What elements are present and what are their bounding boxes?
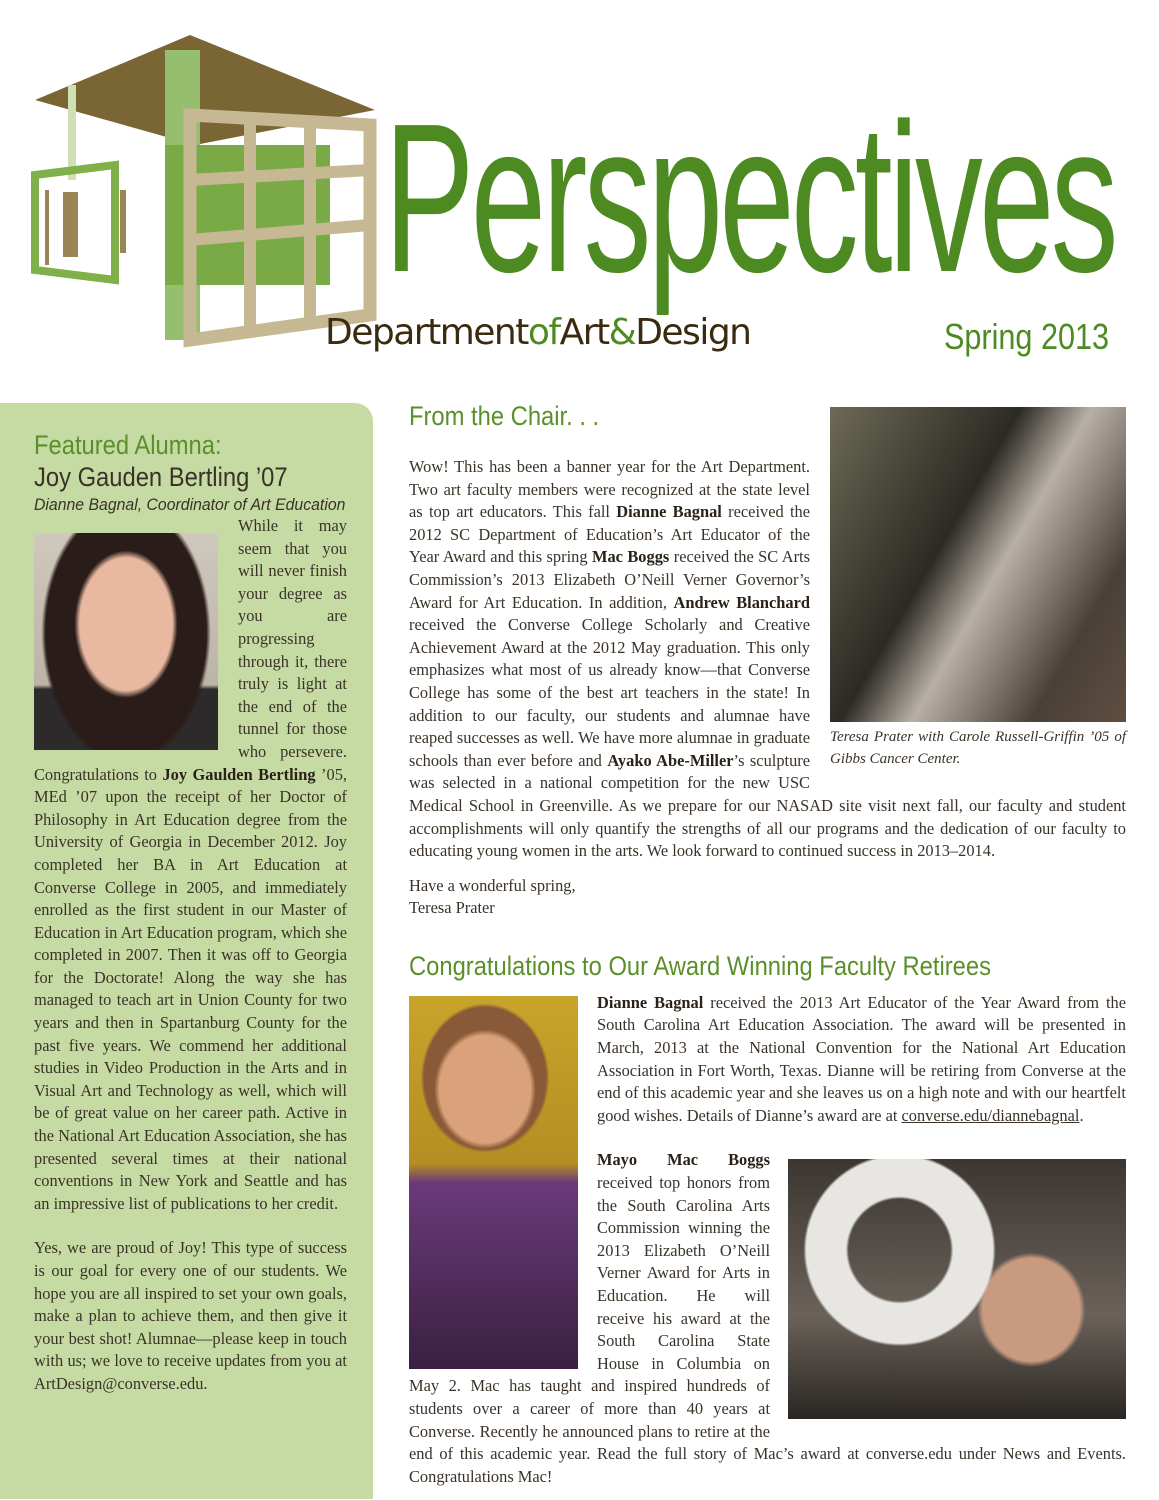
byline: Dianne Bagnal, Coordinator of Art Education [34, 495, 346, 514]
dept-word: Department [325, 312, 528, 353]
text-run: received the 2012 SC Department of Education’s Art Educator of the Year Award and this spring [409, 502, 810, 567]
text-run: received the Converse College Scholarly and Creative Achievement Award at the 2012 May graduation. This only emphasizes what most of us already know—that Converse College has some of the best art teachers in the state! In addition to our faculty, our students and alumnae have reaped successes as well. We have more alumnae in graduate schools than ever before and [409, 615, 810, 770]
sidebar-heading: Featured Alumna: [34, 430, 222, 460]
text-run: received the 2013 Art Educator of the Year Award from the South Carolina Art Education Association. The award will be presented in March, 2013 at the National Convention for the National Art Education Association in Fort Worth, Texas. Dianne will be retiring from Converse at the end of this academic year and she leaves us on a high note and with our heartfelt good wishes. Details of Dianne’s award are at [597, 992, 1126, 1125]
bold-name: Ayako Abe-Miller [607, 750, 734, 770]
bold-name: Dianne Bagnal [597, 992, 704, 1012]
dept-word: Art [559, 312, 609, 353]
bold-name: Dianne Bagnal [616, 502, 722, 522]
bold-name: Mayo Mac Boggs [597, 1150, 770, 1170]
issue-season: Spring 2013 [944, 316, 1110, 357]
bold-name: Joy Gaulden Bertling [162, 764, 316, 784]
chair-heading: From the Chair. . . [409, 401, 600, 431]
photo-caption: Teresa Prater with Carole Russell-Griffin ’05 of Gibbs Cancer Center. [830, 729, 1126, 767]
newsletter-title: Perspectives [384, 79, 1115, 316]
main-column [409, 400, 1126, 1500]
text-run: While it may seem that you will never finish your degree as you are progressing through it, there truly is light at the end of the tunnel for those who persevere. Congratulations to [34, 516, 347, 784]
mac-boggs-photo [788, 1159, 1126, 1419]
chair-photo [830, 407, 1126, 722]
chair-signature: Teresa Prater [409, 898, 495, 918]
text-run: ’s sculpture was selected in a national competition for the new USC Medical School in Greenville. As we prepare for our NASAD site visit next fall, our faculty and student accomplishments will only quantify the strengths of all our programs and the dedication of our faculty to educating young women in the arts. We look forward to continued success in 2013–2014. [409, 750, 1126, 861]
department-name [325, 312, 750, 353]
sidebar-paragraph: Yes, we are proud of Joy! This type of success is our goal for every one of our students. We hope you are all inspired to set your own goals, make a plan to achieve them, and then give it your best shot! Alumnae—please keep in touch with us; we love to receive updates from you at ArtDesign@converse.edu. [34, 1238, 347, 1393]
text-run: received top honors from the South Carolina Arts Commission winning the 2013 Elizabeth O’Neill Verner Award for Arts in Education. He will receive his award at the South Carolina State House in Columbia on May 2. Mac has taught and inspired hundreds of students over a career of more than 40 years at Converse. Recently he announced plans to retire at the end of this academic year. Read the full story of Mac’s award at converse.edu under News and Events. Congratulations Mac! [409, 1173, 1126, 1486]
dianne-bagnal-photo [409, 996, 578, 1369]
chair-photo-figure [830, 407, 1126, 770]
retirees-heading: Congratulations to Our Award Winning Faculty Retirees [409, 950, 991, 981]
text-run: Wow! This has been a banner year for the Art Department. Two art faculty members were recognized at the state level as top art educators. This fall [409, 457, 810, 522]
dept-word: Design [635, 312, 751, 353]
bold-name: Andrew Blanchard [673, 592, 811, 612]
text-run: received the SC Arts Commission’s 2013 Elizabeth O’Neill Verner Governor’s Award for Art Education. In addition, [409, 547, 810, 612]
featured-alumna-sidebar [0, 403, 373, 1499]
award-link[interactable]: converse.edu/diannebagnal [901, 1105, 1080, 1125]
department-logo [30, 30, 380, 350]
text-run: ’05, MEd ’07 upon the receipt of her Doctor of Philosophy in Art Education degree from the University of Georgia in December 2012. Joy completed her BA in Art Education at Converse College in 2005, and immediately enrolled as the first student in our Master of Education in Art Education program, which she completed in 2007. Then it was off to Georgia for the Doctorate! Along the way she has managed to teach art in Union County for two years and then in Spartanburg County for the past five years. We commend her additional studies in Video Production in the Arts and in Visual Art and Technology as well, which will be of great value on her career path. Active in the National Art Education Association, she has presented several times at their national conventions in New York and Seattle and has an impressive list of publications to her credit. [34, 764, 347, 1213]
dept-word: of [527, 312, 560, 353]
alumna-photo [34, 533, 218, 750]
text-run: . [1079, 1105, 1084, 1125]
bold-name: Mac Boggs [591, 547, 670, 567]
alumna-name: Joy Gauden Bertling ’07 [34, 462, 288, 492]
dept-word: & [608, 312, 636, 353]
chair-signoff: Have a wonderful spring, [409, 875, 576, 895]
